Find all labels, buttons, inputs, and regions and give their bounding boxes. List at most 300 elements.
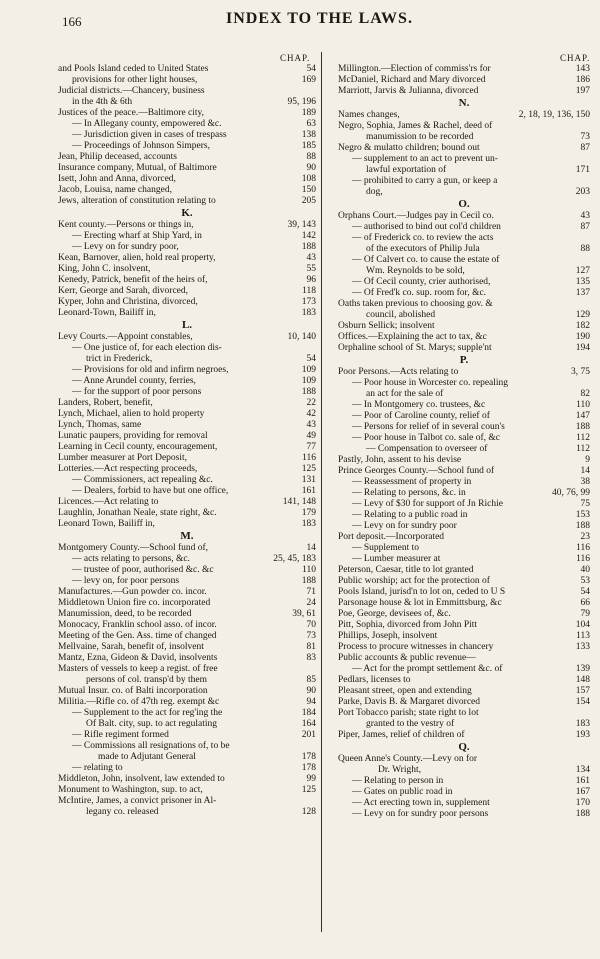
entry-text: Negro & mulatto children; bound out [338,143,480,153]
entry-page-ref: 116 [576,543,590,553]
index-entry [58,387,316,398]
section-letter: N. [458,97,470,109]
index-entry [58,796,316,807]
index-entry [338,776,590,787]
entry-page-ref: 73 [580,132,590,142]
entry-text: — Rifle regiment formed [72,730,169,740]
entry-text: Parke, Davis B. & Margaret divorced [338,697,481,707]
entry-text: Jacob, Louisa, name changed, [58,185,172,195]
index-entry [58,708,316,719]
entry-page-ref: 95, 196 [287,97,316,107]
entry-text: Pastly, John, assent to his devise [338,455,462,465]
entry-text: Millington.—Election of commiss'rs for [338,64,491,74]
index-entry [58,653,316,664]
entry-text: — Reassessment of property in [352,477,472,487]
index-entry [338,642,590,653]
index-entry [338,288,590,299]
index-entry [58,253,316,264]
entry-page-ref: 109 [301,376,316,386]
index-entry [338,787,590,798]
entry-page-ref: 71 [306,587,316,597]
index-entry [58,598,316,609]
index-entry [58,409,316,420]
entry-page-ref: 85 [306,675,316,685]
index-entry [58,543,316,554]
index-entry [338,121,590,132]
entry-page-ref: 116 [576,554,590,564]
entry-page-ref: 154 [575,697,590,707]
index-entry [58,343,316,354]
index-entry [338,266,590,277]
index-entry [338,143,590,154]
entry-page-ref: 66 [580,598,590,608]
entry-page-ref: 112 [576,433,590,443]
entry-page-ref: 183 [301,519,316,529]
index-entry [338,620,590,631]
entry-page-ref: 75 [580,499,590,509]
entry-text: Orphans Court.—Judges pay in Cecil co. [338,211,494,221]
index-entry [338,222,590,233]
entry-text: — Act for the prompt settlement &c. of [352,664,503,674]
entry-text: Poe, George, devisees of, &c. [338,609,451,619]
entry-page-ref: 173 [301,297,316,307]
index-entry [338,576,590,587]
index-entry [338,532,590,543]
entry-text: — Commissioners, act repealing &c. [72,475,213,485]
entry-page-ref: 112 [576,444,590,454]
entry-text: Jews, alteration of constitution relating to [58,196,216,206]
entry-text: — One justice of, for each election dis- [72,343,222,353]
entry-text: Meeting of the Gen. Ass. time of changed [58,631,217,641]
index-entry [58,587,316,598]
entry-page-ref: 150 [301,185,316,195]
entry-page-ref: 53 [580,576,590,586]
index-entry [58,519,316,530]
entry-page-ref: 188 [301,387,316,397]
index-entry [338,455,590,466]
entry-text: Osburn Sellick; insolvent [338,321,435,331]
entry-text: Lynch, Michael, alien to hold property [58,409,205,419]
index-entry [58,297,316,308]
entry-page-ref: 161 [575,776,590,786]
index-entry [58,719,316,730]
index-entry [58,675,316,686]
entry-page-ref: 109 [301,365,316,375]
entry-text: Poor Persons.—Acts relating to [338,367,459,377]
index-entry [338,686,590,697]
entry-text: lawful exportation of [366,165,447,175]
index-entry [338,211,590,222]
index-entry [338,332,590,343]
index-entry [58,785,316,796]
entry-text: Lumber measurer at Port Deposit, [58,453,188,463]
entry-page-ref: 131 [301,475,316,485]
index-entry [58,774,316,785]
entry-text: granted to the vestry of [366,719,455,729]
index-entry [338,176,590,187]
entry-page-ref: 188 [575,809,590,819]
entry-text: — trustee of poor, authorised &c. &c [72,565,214,575]
entry-page-ref: 87 [580,222,590,232]
index-entry [338,310,590,321]
entry-page-ref: 25, 45, 183 [273,554,316,564]
entry-page-ref: 83 [306,653,316,663]
index-entry [58,807,316,818]
index-entry [58,497,316,508]
entry-page-ref: 82 [580,389,590,399]
index-entry [338,510,590,521]
entry-text: — authorised to bind out col'd children [352,222,501,232]
entry-text: — acts relating to persons, &c. [72,554,190,564]
entry-page-ref: 43 [580,211,590,221]
entry-text: — Compensation to overseer of [366,444,488,454]
entry-page-ref: 135 [575,277,590,287]
index-entry [338,466,590,477]
index-entry [338,765,590,776]
entry-text: Dr. Wright, [378,765,421,775]
entry-page-ref: 186 [575,75,590,85]
entry-text: Queen Anne's County.—Levy on for [338,754,478,764]
entry-text: — levy on, for poor persons [72,576,180,586]
entry-text: Kenedy, Patrick, benefit of the heirs of, [58,275,208,285]
index-entry [338,321,590,332]
index-entry [58,376,316,387]
index-entry [58,75,316,86]
entry-text: Parsonage house & lot in Emmittsburg, &c [338,598,502,608]
entry-text: Leonard-Town, Bailiff in, [58,308,156,318]
entry-text: — Levy on for sundry poor persons [352,809,489,819]
entry-text: Phillips, Joseph, insolvent [338,631,438,641]
entry-page-ref: 88 [306,152,316,162]
entry-text: — Proceedings of Johnson Simpers, [72,141,211,151]
section-letter: Q. [458,741,470,753]
entry-page-ref: 141, 148 [282,497,316,507]
index-entry [338,719,590,730]
entry-page-ref: 182 [575,321,590,331]
entry-page-ref: 116 [302,453,316,463]
entry-page-ref: 139 [575,664,590,674]
index-entry [58,86,316,97]
index-entry [338,609,590,620]
index-entry [338,400,590,411]
entry-text: Piper, James, relief of children of [338,730,465,740]
entry-page-ref: 77 [306,442,316,452]
index-entry [58,664,316,675]
entry-page-ref: 94 [306,697,316,707]
index-entry [58,275,316,286]
entry-text: Wm. Reynolds to be sold, [366,266,465,276]
entry-text: Marriott, Jarvis & Julianna, divorced [338,86,479,96]
index-entry [58,686,316,697]
entry-text: Middleton, John, insolvent, law extended to [58,774,225,784]
entry-text: — Levy on for sundry poor, [72,242,179,252]
index-entry [338,488,590,499]
entry-page-ref: 194 [575,343,590,353]
entry-page-ref: 90 [306,163,316,173]
entry-page-ref: 157 [575,686,590,696]
index-entry [338,554,590,565]
entry-page-ref: 205 [301,196,316,206]
left-column [58,64,316,818]
entry-page-ref: 54 [306,354,316,364]
index-entry [338,154,590,165]
entry-page-ref: 164 [301,719,316,729]
entry-text: Manufactures.—Gun powder co. incor. [58,587,207,597]
index-entry [338,132,590,143]
index-entry [338,343,590,354]
entry-text: Kean, Barnover, alien, hold real property, [58,253,216,263]
entry-text: Landers, Robert, benefit, [58,398,153,408]
index-entry [338,422,590,433]
entry-text: — Poor of Caroline county, relief of [352,411,490,421]
entry-text: provisions for other light houses, [72,75,198,85]
entry-text: Middletown Union fire co. incorporated [58,598,211,608]
page-number: 166 [62,14,82,29]
index-entry [58,308,316,319]
entry-text: of the executors of Philip Jula [366,244,480,254]
chap-label-left: CHAP. [280,53,311,63]
index-entry [58,231,316,242]
entry-page-ref: 171 [575,165,590,175]
index-entry [58,453,316,464]
entry-text: Lunatic paupers, providing for removal [58,431,208,441]
index-entry [58,475,316,486]
entry-page-ref: 2, 18, 19, 136, 150 [518,110,590,120]
chap-label-right: CHAP. [560,53,591,63]
index-entry [58,431,316,442]
index-entry [338,411,590,422]
entry-text: Judicial districts.—Chancery, business [58,86,205,96]
entry-text: — Commissions all resignations of, to be [72,741,230,751]
index-entry [58,354,316,365]
entry-text: Monument to Washington, sup. to act, [58,785,203,795]
index-entry [338,754,590,765]
entry-text: — supplement to an act to prevent un- [352,154,498,164]
entry-page-ref: 153 [575,510,590,520]
entry-page-ref: 127 [575,266,590,276]
entry-page-ref: 54 [580,587,590,597]
entry-page-ref: 118 [302,286,316,296]
index-entry [338,499,590,510]
entry-page-ref: 201 [301,730,316,740]
entry-page-ref: 167 [575,787,590,797]
running-head: INDEX TO THE LAWS. [226,10,413,27]
index-entry [58,220,316,231]
entry-text: — Provisions for old and infirm negroes, [72,365,229,375]
entry-text: Public worship; act for the protection of [338,576,490,586]
entry-page-ref: 55 [306,264,316,274]
index-entry [338,244,590,255]
entry-text: Lotteries.—Act respecting proceeds, [58,464,198,474]
entry-page-ref: 129 [575,310,590,320]
index-entry [58,486,316,497]
entry-text: dog, [366,187,383,197]
index-entry [58,631,316,642]
entry-page-ref: 38 [580,477,590,487]
index-entry [338,565,590,576]
index-entry [58,697,316,708]
index-entry [58,174,316,185]
entry-text: Manumission, deed, to be recorded [58,609,192,619]
index-entry [58,196,316,207]
index-entry [58,464,316,475]
entry-text: — Anne Arundel county, ferries, [72,376,196,386]
entry-text: Port deposit.—Incorporated [338,532,445,542]
index-entry [58,141,316,152]
entry-text: Lynch, Thomas, same [58,420,142,430]
index-entry [338,697,590,708]
entry-page-ref: 108 [301,174,316,184]
entry-text: — Persons for relief of in several coun's [352,422,505,432]
entry-text: Public accounts & public revenue— [338,653,476,663]
entry-page-ref: 148 [575,675,590,685]
entry-page-ref: 190 [575,332,590,342]
entry-page-ref: 96 [306,275,316,285]
index-entry [58,185,316,196]
index-entry [338,86,590,97]
entry-page-ref: 87 [580,143,590,153]
entry-text: Peterson, Caesar, title to lot granted [338,565,474,575]
entry-text: — Jurisdiction given in cases of trespass [72,130,227,140]
entry-text: Masters of vessels to keep a regist. of free [58,664,218,674]
entry-page-ref: 110 [576,400,590,410]
entry-page-ref: 40 [580,565,590,575]
index-entry [338,378,590,389]
entry-page-ref: 63 [306,119,316,129]
entry-page-ref: 188 [301,576,316,586]
entry-page-ref: 138 [301,130,316,140]
entry-text: and Pools Island ceded to United States [58,64,209,74]
right-column [338,64,590,820]
entry-text: — prohibited to carry a gun, or keep a [352,176,498,186]
entry-text: — Poor house in Worcester co. repealing [352,378,509,388]
entry-text: Mantz, Ezna, Gideon & David, insolvents [58,653,218,663]
entry-page-ref: 43 [306,253,316,263]
entry-page-ref: 9 [585,455,590,465]
entry-text: Names changes, [338,110,400,120]
index-entry [338,730,590,741]
entry-text: — of Frederick co. to review the acts [352,233,494,243]
entry-text: Negro, Sophia, James & Rachel, deed of [338,121,493,131]
index-entry [338,255,590,266]
entry-page-ref: 113 [576,631,590,641]
entry-text: — Of Fred'k co. sup. room for, &c. [352,288,487,298]
entry-page-ref: 128 [301,807,316,817]
entry-text: Kent county.—Persons or things in, [58,220,194,230]
entry-page-ref: 90 [306,686,316,696]
entry-page-ref: 137 [575,288,590,298]
entry-page-ref: 49 [306,431,316,441]
index-entry [58,576,316,587]
section-letter: M. [180,530,194,542]
entry-page-ref: 125 [301,464,316,474]
index-entry [58,332,316,343]
entry-text: — for the support of poor persons [72,387,202,397]
entry-page-ref: 40, 76, 99 [552,488,590,498]
entry-page-ref: 54 [306,64,316,74]
entry-page-ref: 169 [301,75,316,85]
entry-text: Licences.—Act relating to [58,497,159,507]
index-entry [58,163,316,174]
index-entry [338,587,590,598]
entry-page-ref: 3, 75 [571,367,590,377]
entry-text: Jean, Philip deceased, accounts [58,152,177,162]
index-entry [338,521,590,532]
entry-text: — Of Cecil county, crier authorised, [352,277,491,287]
entry-page-ref: 161 [301,486,316,496]
entry-text: — Relating to person in [352,776,444,786]
entry-text: Orphaline school of St. Marys; supple'nt [338,343,492,353]
entry-page-ref: 88 [580,244,590,254]
entry-text: Pitt, Sophia, divorced from John Pitt [338,620,478,630]
entry-page-ref: 43 [306,420,316,430]
entry-text: — In Allegany county, empowered &c. [72,119,222,129]
entry-text: Of Balt. city, sup. to act regulating [86,719,218,729]
entry-text: Leonard Town, Bailiff in, [58,519,155,529]
entry-text: — Supplement to [352,543,420,553]
entry-text: persons of col. transp'd by them [86,675,207,685]
entry-text: Oaths taken previous to choosing gov. & [338,299,493,309]
entry-page-ref: 14 [306,543,316,553]
index-entry [338,233,590,244]
entry-text: Kyper, John and Christina, divorced, [58,297,198,307]
index-entry [338,110,590,121]
entry-text: Levy Courts.—Appoint constables, [58,332,193,342]
entry-text: Montgomery County.—School fund of, [58,543,209,553]
entry-text: Monocacy, Franklin school asso. of incor. [58,620,217,630]
index-entry [58,108,316,119]
entry-page-ref: 10, 140 [287,332,316,342]
index-entry [338,543,590,554]
entry-text: — Poor house in Talbot co. sale of, &c [352,433,500,443]
entry-page-ref: 70 [306,620,316,630]
index-entry [338,367,590,378]
index-entry [338,664,590,675]
entry-page-ref: 185 [301,141,316,151]
entry-text: Kerr, George and Sarah, divorced, [58,286,189,296]
index-entry [338,64,590,75]
entry-page-ref: 81 [306,642,316,652]
entry-text: Mutual Insur. co. of Balti incorporation [58,686,208,696]
entry-text: Process to procure witnesses in chancery [338,642,494,652]
index-entry [58,119,316,130]
entry-page-ref: 147 [575,411,590,421]
entry-text: Insurance company, Mutual, of Baltimore [58,163,217,173]
index-entry [338,675,590,686]
index-entry [338,477,590,488]
entry-text: — Gates on public road in [352,787,453,797]
entry-page-ref: 39, 61 [292,609,316,619]
entry-text: — Dealers, forbid to have but one office, [72,486,229,496]
index-entry [338,798,590,809]
entry-text: — Act erecting town in, supplement [352,798,490,808]
entry-page-ref: 188 [575,521,590,531]
index-entry [338,75,590,86]
entry-page-ref: 203 [575,187,590,197]
index-entry [58,763,316,774]
index-entry [58,242,316,253]
entry-text: manumission to be recorded [366,132,474,142]
entry-text: Offices.—Explaining the act to tax, &c [338,332,487,342]
column-divider [321,52,322,932]
entry-text: Port Tobacco parish; state right to lot [338,708,479,718]
entry-page-ref: 193 [575,730,590,740]
index-entry [58,620,316,631]
index-entry [338,187,590,198]
entry-page-ref: 104 [575,620,590,630]
section-letter: P. [459,354,469,366]
entry-page-ref: 183 [575,719,590,729]
